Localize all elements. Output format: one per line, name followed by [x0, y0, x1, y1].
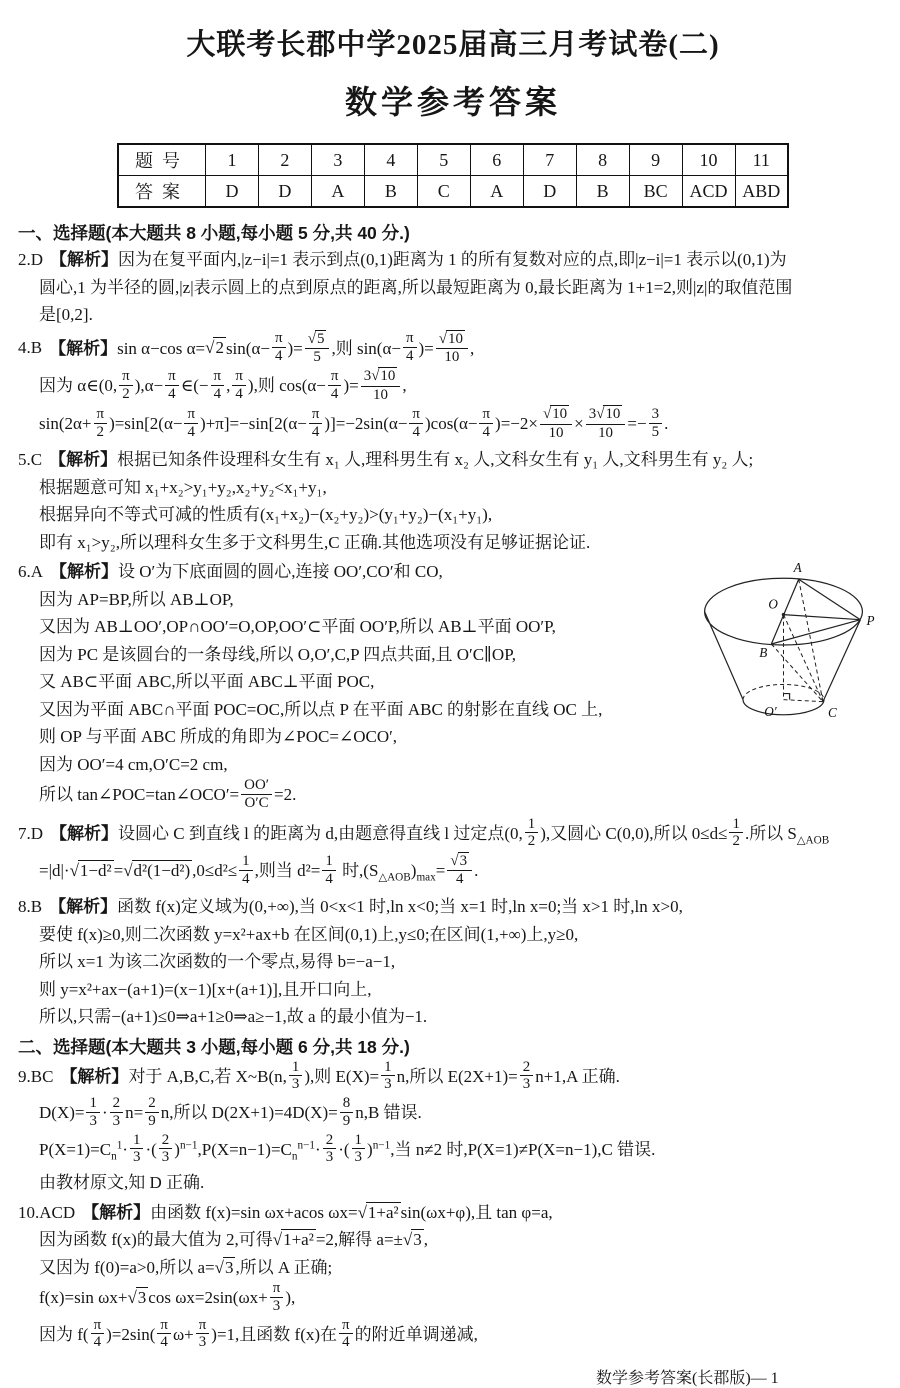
label-P: P — [866, 613, 875, 629]
question-number-cell: 8 — [576, 144, 629, 176]
question-number-cell: 5 — [417, 144, 470, 176]
label-B: B — [759, 645, 768, 661]
text-line: 根据异向不等式可减的性质有(x₁+x₂)−(x₂+y₂)>(y₁+y₂)−(x₁+y₁), — [39, 505, 493, 525]
text-line: 6.A 【解析】设 O′为下底面圆的圆心,连接 OO′,CO′和 CO, — [18, 562, 443, 582]
answer-table — [117, 143, 789, 208]
segment-AC — [799, 580, 823, 702]
label-A: A — [793, 560, 802, 576]
answer-cell: ABD — [735, 176, 788, 208]
frustum-bottom-rim-front — [743, 700, 824, 715]
question-label: 9.BC — [18, 1066, 54, 1086]
question-label: 8.B — [18, 897, 43, 917]
solution-item-4-b — [18, 332, 888, 444]
text-line: sin(2α+ $\frac{\pi}{2}$ )=sin[2(α− $\frac{\pi}{4}$ )+π]=−sin[2(α− $\frac{\pi}{4}$ )]=−2sin(α− $\frac{\pi}{4}$ )cos(α− $\frac{\pi}{4}$ )=−2× $\frac{√10}{10}$ × $\frac{3√10}{10}$ =− $\frac{3}{5}$ . — [39, 406, 669, 441]
question-label: 10.ACD — [18, 1202, 76, 1222]
right-angle-mark — [784, 694, 790, 700]
text-line: 又因为 f(0)=a>0,所以 a=√3 ,所以 A 正确; — [39, 1257, 333, 1277]
row-label-question-number: 题号 — [118, 144, 206, 176]
segment-AB — [771, 580, 798, 645]
answer-cell: B — [576, 176, 629, 208]
solution-item-10-acd — [18, 1200, 888, 1353]
answer-cell: B — [364, 176, 417, 208]
question-number-cell: 7 — [523, 144, 576, 176]
frustum-left-edge — [705, 612, 743, 700]
text-line: 因为函数 f(x)的最大值为 2,可得√1+a² =2,解得 a=±√3 , — [39, 1230, 428, 1250]
text-line: 又因为平面 ABC∩平面 POC=OC,所以点 P 在平面 ABC 的射影在直线 OC 上, — [39, 699, 603, 719]
solution-item-8-b — [18, 894, 888, 1030]
solution-item-7-d — [18, 815, 888, 890]
question-label: 5.C — [18, 450, 43, 470]
question-number-cell: 3 — [311, 144, 364, 176]
solution-item-5-c — [18, 447, 888, 555]
text-line: 7.D 【解析】设圆心 C 到直线 l 的距离为 d,由题意得直线 l 过定点(0, $\frac{1}{2}$ ),又圆心 C(0,0),所以 0≤d≤ $\frac{1}{2}$ .所以 $S_{\triangle AOB}$ — [18, 815, 830, 850]
text-line: 8.B 【解析】函数 f(x)定义域为(0,+∞),当 0<x<1 时,ln x<0;当 x=1 时,ln x=0;当 x>1 时,ln x>0, — [18, 897, 683, 917]
text-line: 根据题意可知 x₁+x₂>y₁+y₂,x₂+y₂<x₁+y₁, — [39, 477, 327, 497]
text-line: $P(X=1)=C_n^1\cdot$ $\frac{1}{3}$ ·( $\frac{2}{3}$ )$^{n-1},P(X=n-1)=C_n^{n-1}\cdot$ $\frac{2}{3}$ ·( $\frac{1}{3}$ )$^{n-1}$,当 n≠2 时,P(X=1)≠P(X=n−1),C 错误. — [39, 1131, 656, 1166]
text-line: 圆心,1 为半径的圆,|z|表示圆上的点到原点的距离,所以最短距离为 0,最长距离为 1+1=2,则|z|的取值范围 — [39, 277, 793, 297]
answer-cell: C — [417, 176, 470, 208]
text-line: 要使 f(x)≥0,则二次函数 y=x²+ax+b 在区间(0,1)上,y≤0;在区间(1,+∞)上,y≥0, — [39, 924, 579, 944]
text-line: 所以 x=1 为该二次函数的一个零点,易得 b=−a−1, — [39, 952, 396, 972]
frustum-svg — [681, 559, 886, 731]
question-number-cell: 9 — [629, 144, 682, 176]
segment-AP — [799, 580, 861, 620]
segment-O-prime-C — [784, 700, 823, 702]
frustum-top-rim — [705, 578, 863, 645]
text-line: 10.ACD 【解析】由函数 f(x)=sin ωx+acos ωx=√1+a² sin(ωx+φ),且 tan φ=a, — [18, 1202, 553, 1222]
text-line: 又因为 AB⊥OO′,OP∩OO′=O,OP,OO′⊂平面 OO′P,所以 AB⊥平面 OO′P, — [39, 617, 556, 637]
text-line: 因为 PC 是该圆台的一条母线,所以 O,O′,C,P 四点共面,且 O′C∥OP, — [39, 644, 517, 664]
question-number-cell: 1 — [206, 144, 259, 176]
text-line: 所以,只需−(a+1)≤0⇒a+1≥0⇒a≥−1,故 a 的最小值为−1. — [39, 1007, 428, 1027]
question-label: 4.B — [18, 338, 43, 358]
text-line: 是[0,2]. — [39, 305, 93, 324]
text-line: 所以 tan∠POC=tan∠OCO′= $\frac{OO'}{O'C}$ =2. — [39, 777, 297, 811]
text-line: 2.D 【解析】因为在复平面内,|z−i|=1 表示到点(0,1)距离为 1 的所有复数对应的点,即|z−i|=1 表示以(0,1)为 — [18, 250, 787, 269]
solutions-body — [18, 220, 888, 1353]
answer-cell: D — [523, 176, 576, 208]
section-heading: 二、选择题(本大题共 3 小题,每小题 6 分,共 18 分.) — [18, 1036, 410, 1057]
question-label: 2.D — [18, 250, 44, 269]
text-line: 即有 x₁>y₂,所以理科女生多于文科男生,C 正确.其他选项没有足够证据论证. — [39, 532, 591, 552]
solution-item-6-a — [18, 559, 888, 813]
section-heading: 一、选择题(本大题共 8 小题,每小题 5 分,共 40 分.) — [18, 223, 410, 243]
question-number-cell: 10 — [682, 144, 735, 176]
text-line: D(X)= $\frac{1}{3}$ · $\frac{2}{3}$ n= $\frac{2}{9}$ n,所以 D(2X+1)=4D(X)= $\frac{8}{9}$ n,B 错误. — [39, 1095, 422, 1129]
page-footer: 数学参考答案(长郡版)— 1 — [596, 1369, 779, 1387]
answer-cell: ACD — [682, 176, 735, 208]
text-line: 则 y=x²+ax−(a+1)=(x−1)[x+(a+1)],且开口向上, — [39, 979, 372, 999]
text-line: 5.C 【解析】根据已知条件设理科女生有 x₁ 人,理科男生有 x₂ 人,文科女生有 y₁ 人,文科男生有 y₂ 人; — [18, 450, 754, 470]
label-O: O — [768, 596, 778, 612]
question-number-cell: 11 — [735, 144, 788, 176]
answer-row — [118, 176, 788, 208]
question-number-cell: 4 — [364, 144, 417, 176]
question-label: 6.A — [18, 562, 44, 582]
label-C: C — [828, 705, 837, 721]
answer-cell: A — [470, 176, 523, 208]
text-line: 9.BC 【解析】对于 A,B,C,若 X~B(n, $\frac{1}{3}$ ),则 E(X)= $\frac{1}{3}$ n,所以 E(2X+1)= $\frac{2}{3}$ n+1,A 正确. — [18, 1058, 620, 1093]
segment-BC — [771, 644, 823, 702]
edge-PC — [823, 620, 860, 702]
solution-item-2-d — [18, 247, 888, 328]
question-label: 7.D — [18, 823, 44, 843]
text-line: 4.B 【解析】sin α−cos α=√2 sin(α− $\frac{\pi}{4}$ )= $\frac{√5}{5}$ ,则 sin(α− $\frac{\pi}{4}$ )= $\frac{√10}{10}$ , — [18, 330, 475, 365]
exam-title: 大联考长郡中学2025届高三月考试卷(二) — [186, 29, 720, 61]
question-number-cell: 6 — [470, 144, 523, 176]
row-label-answer: 答案 — [118, 176, 206, 208]
answer-cell: BC — [629, 176, 682, 208]
text-line: 因为 AP=BP,所以 AB⊥OP, — [39, 589, 234, 609]
solution-item-9-bc — [18, 1058, 888, 1196]
text-line: 又 AB⊂平面 ABC,所以平面 ABC⊥平面 POC, — [39, 672, 375, 692]
answer-cell: D — [206, 176, 259, 208]
text-line: =|d|·√1−d² =√d²(1−d²) ,0≤d²≤ $\frac{1}{4}$ ,则当 d²= $\frac{1}{4}$ 时$,(S_{\triangle AOB})_{max}=$ $\frac{√3}{4}$ . — [39, 852, 479, 888]
segment-OP — [784, 615, 861, 620]
answer-cell: D — [258, 176, 311, 208]
text-line: f(x)=sin ωx+√3 cos ωx=2sin(ωx+ $\frac{\pi}{3}$ ), — [39, 1280, 296, 1314]
text-line: 因为 f( $\frac{\pi}{4}$ )=2sin( $\frac{\pi}{4}$ ω+ $\frac{\pi}{3}$ )=1,且函数 f(x)在 $\frac{\pi}{4}$ 的附近单调递减, — [39, 1316, 478, 1351]
question-number-cell: 2 — [258, 144, 311, 176]
text-line: 因为 α∈(0, $\frac{\pi}{2}$ ),α− $\frac{\pi}{4}$ ∈(− $\frac{\pi}{4}$ , $\frac{\pi}{4}$ ),则 cos(α− $\frac{\pi}{4}$ )= $\frac{3√10}{10}$ , — [39, 368, 407, 403]
question-number-row — [118, 144, 788, 176]
point-O-dot — [782, 613, 785, 616]
text-line: 则 OP 与平面 ABC 所成的角即为∠POC=∠OCO′, — [39, 727, 398, 747]
text-line: 由教材原文,知 D 正确. — [39, 1173, 205, 1193]
answer-cell: A — [311, 176, 364, 208]
answer-key-title: 数学参考答案 — [344, 84, 561, 120]
frustum-figure — [681, 559, 886, 731]
label-O-prime: O′ — [764, 704, 777, 720]
text-line: 因为 OO′=4 cm,O′C=2 cm, — [39, 754, 228, 774]
segment-OC — [784, 615, 823, 702]
